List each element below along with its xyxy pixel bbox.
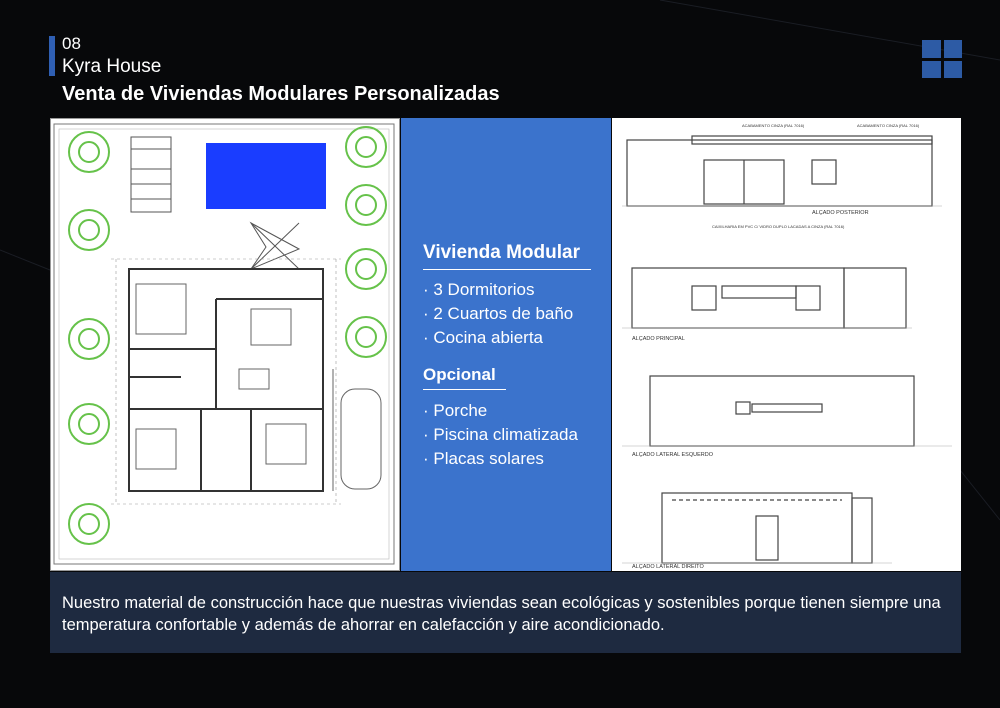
optional-item: · Placas solares — [423, 449, 544, 468]
feature-item: · 2 Cuartos de baño — [423, 304, 574, 323]
page-title: Venta de Viviendas Modulares Personalizadas — [62, 83, 500, 105]
label-lateral-esquerdo: ALÇADO LATERAL ESQUERDO — [632, 452, 713, 458]
label-lateral-direito: ALÇADO LATERAL DIREITO — [632, 564, 704, 570]
optional-heading: Opcional — [423, 365, 496, 384]
footer-box — [50, 572, 961, 653]
optional-item: · Porche — [423, 401, 488, 420]
footer-text: Nuestro material de construcción hace que nuestras viviendas sean ecológicas y sostenibles porque tienen siempre una temperatura confortable y además de ahorrar en calefacción y aire acondicionado. — [62, 594, 941, 634]
optional-item: · Piscina climatizada — [423, 425, 578, 444]
features-panel — [401, 118, 611, 571]
optional-heading-underline — [423, 389, 506, 390]
floor-plan — [50, 118, 400, 571]
feature-item: · 3 Dormitorios — [423, 280, 535, 299]
label-acabamento: ACABAMENTO CINZA (RAL 7016) — [857, 123, 920, 128]
feature-item: · Cocina abierta — [423, 328, 544, 347]
grid-logo-icon — [922, 40, 962, 78]
features-heading: Vivienda Modular — [423, 242, 580, 263]
house-walls — [129, 269, 323, 491]
label-caixilharia: CAIXILHARIA EM PVC C/ VIDRO DUPLO LACADAS A CINZA (RAL 7016) — [712, 224, 845, 229]
pool-icon — [206, 143, 326, 209]
label-principal: ALÇADO PRINCIPAL — [632, 336, 685, 342]
project-name: Kyra House — [62, 56, 162, 77]
elevations-svg — [612, 118, 961, 571]
header-accent-bar — [49, 36, 55, 76]
label-acabamento: ACABAMENTO CINZA (RAL 7016) — [742, 123, 805, 128]
label-posterior: ALÇADO POSTERIOR — [812, 210, 869, 216]
features-heading-underline — [423, 269, 591, 270]
elevations-drawing — [612, 118, 961, 571]
floor-plan-drawing — [51, 119, 399, 570]
slide-number: 08 — [62, 34, 81, 53]
